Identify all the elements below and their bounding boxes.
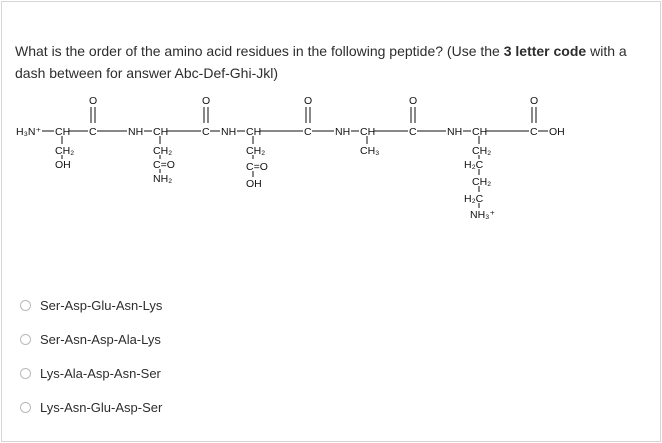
answer-options (20, 288, 420, 424)
residue4-alpha-ch: CH (360, 126, 376, 138)
residue1-carbonyl-c: C (89, 126, 97, 138)
question-text-part1: What is the order of the amino acid residues in the following peptide? (Use the (15, 43, 504, 59)
residue2-alpha-ch: CH (153, 126, 169, 138)
question-text (15, 40, 645, 84)
residue5-carbonyl-o: O (530, 95, 539, 107)
residue3-carbonyl-o: O (304, 95, 313, 107)
radio-button-icon[interactable] (20, 368, 31, 379)
residue5-side-h2c-1: H₂C (464, 159, 484, 171)
answer-option-label: Lys-Asn-Glu-Asp-Ser (40, 399, 163, 415)
residue2-carbonyl-c: C (202, 126, 210, 138)
residue5-side-ch2-2: CH₂ (472, 176, 492, 188)
residue4-carbonyl-o: O (409, 95, 418, 107)
residue5-side-nh3-plus: NH₃⁺ (470, 209, 495, 221)
residue4-side-ch3: CH₃ (360, 145, 380, 157)
c-terminus-oh: OH (549, 126, 565, 138)
answer-option-1[interactable] (20, 288, 420, 322)
radio-button-icon[interactable] (20, 334, 31, 345)
answer-option-label: Ser-Asp-Glu-Asn-Lys (40, 297, 163, 313)
residue3-carbonyl-c: C (304, 126, 312, 138)
question-text-part2: with a dash between for answer Abc-Def-Ghi-Jkl) (15, 43, 627, 81)
residue5-alpha-ch: CH (472, 126, 488, 138)
residue2-carbonyl-o: O (202, 95, 211, 107)
n-terminus: H₃N⁺ (16, 126, 41, 138)
residue1-side-ch2: CH₂ (55, 145, 75, 157)
residue1-carbonyl-o: O (89, 95, 98, 107)
peptide-structure (2, 94, 662, 264)
residue5-side-h2c-2: H₂C (464, 193, 484, 205)
residue3-side-ch2: CH₂ (246, 145, 266, 157)
residue1-alpha-ch: CH (55, 126, 71, 138)
answer-option-3[interactable] (20, 356, 420, 390)
residue4-carbonyl-c: C (409, 126, 417, 138)
residue5-carbonyl-c: C (530, 126, 538, 138)
peptide-structure-diagram (2, 94, 662, 264)
residue3-side-oh: OH (246, 178, 262, 190)
answer-option-label: Ser-Asn-Asp-Ala-Lys (40, 331, 161, 347)
answer-option-2[interactable] (20, 322, 420, 356)
residue2-side-nh2: NH₂ (153, 173, 173, 185)
question-bold-term: 3 letter code (503, 43, 587, 59)
peptide-bond-nh-4: NH (447, 126, 463, 138)
radio-button-icon[interactable] (20, 300, 31, 311)
peptide-bond-nh-2: NH (221, 126, 237, 138)
answer-option-label: Lys-Ala-Asp-Asn-Ser (40, 365, 161, 381)
residue3-alpha-ch: CH (246, 126, 262, 138)
residue5-side-ch2-1: CH₂ (472, 145, 492, 157)
residue1-side-oh: OH (55, 159, 71, 171)
radio-button-icon[interactable] (20, 402, 31, 413)
residue3-side-carbonyl: C=O (246, 161, 268, 173)
peptide-bond-nh-3: NH (335, 126, 351, 138)
peptide-bond-nh-1: NH (128, 126, 144, 138)
residue2-side-carbonyl: C=O (153, 159, 175, 171)
question-card (1, 1, 661, 442)
residue2-side-ch2: CH₂ (153, 145, 173, 157)
answer-option-4[interactable] (20, 390, 420, 424)
